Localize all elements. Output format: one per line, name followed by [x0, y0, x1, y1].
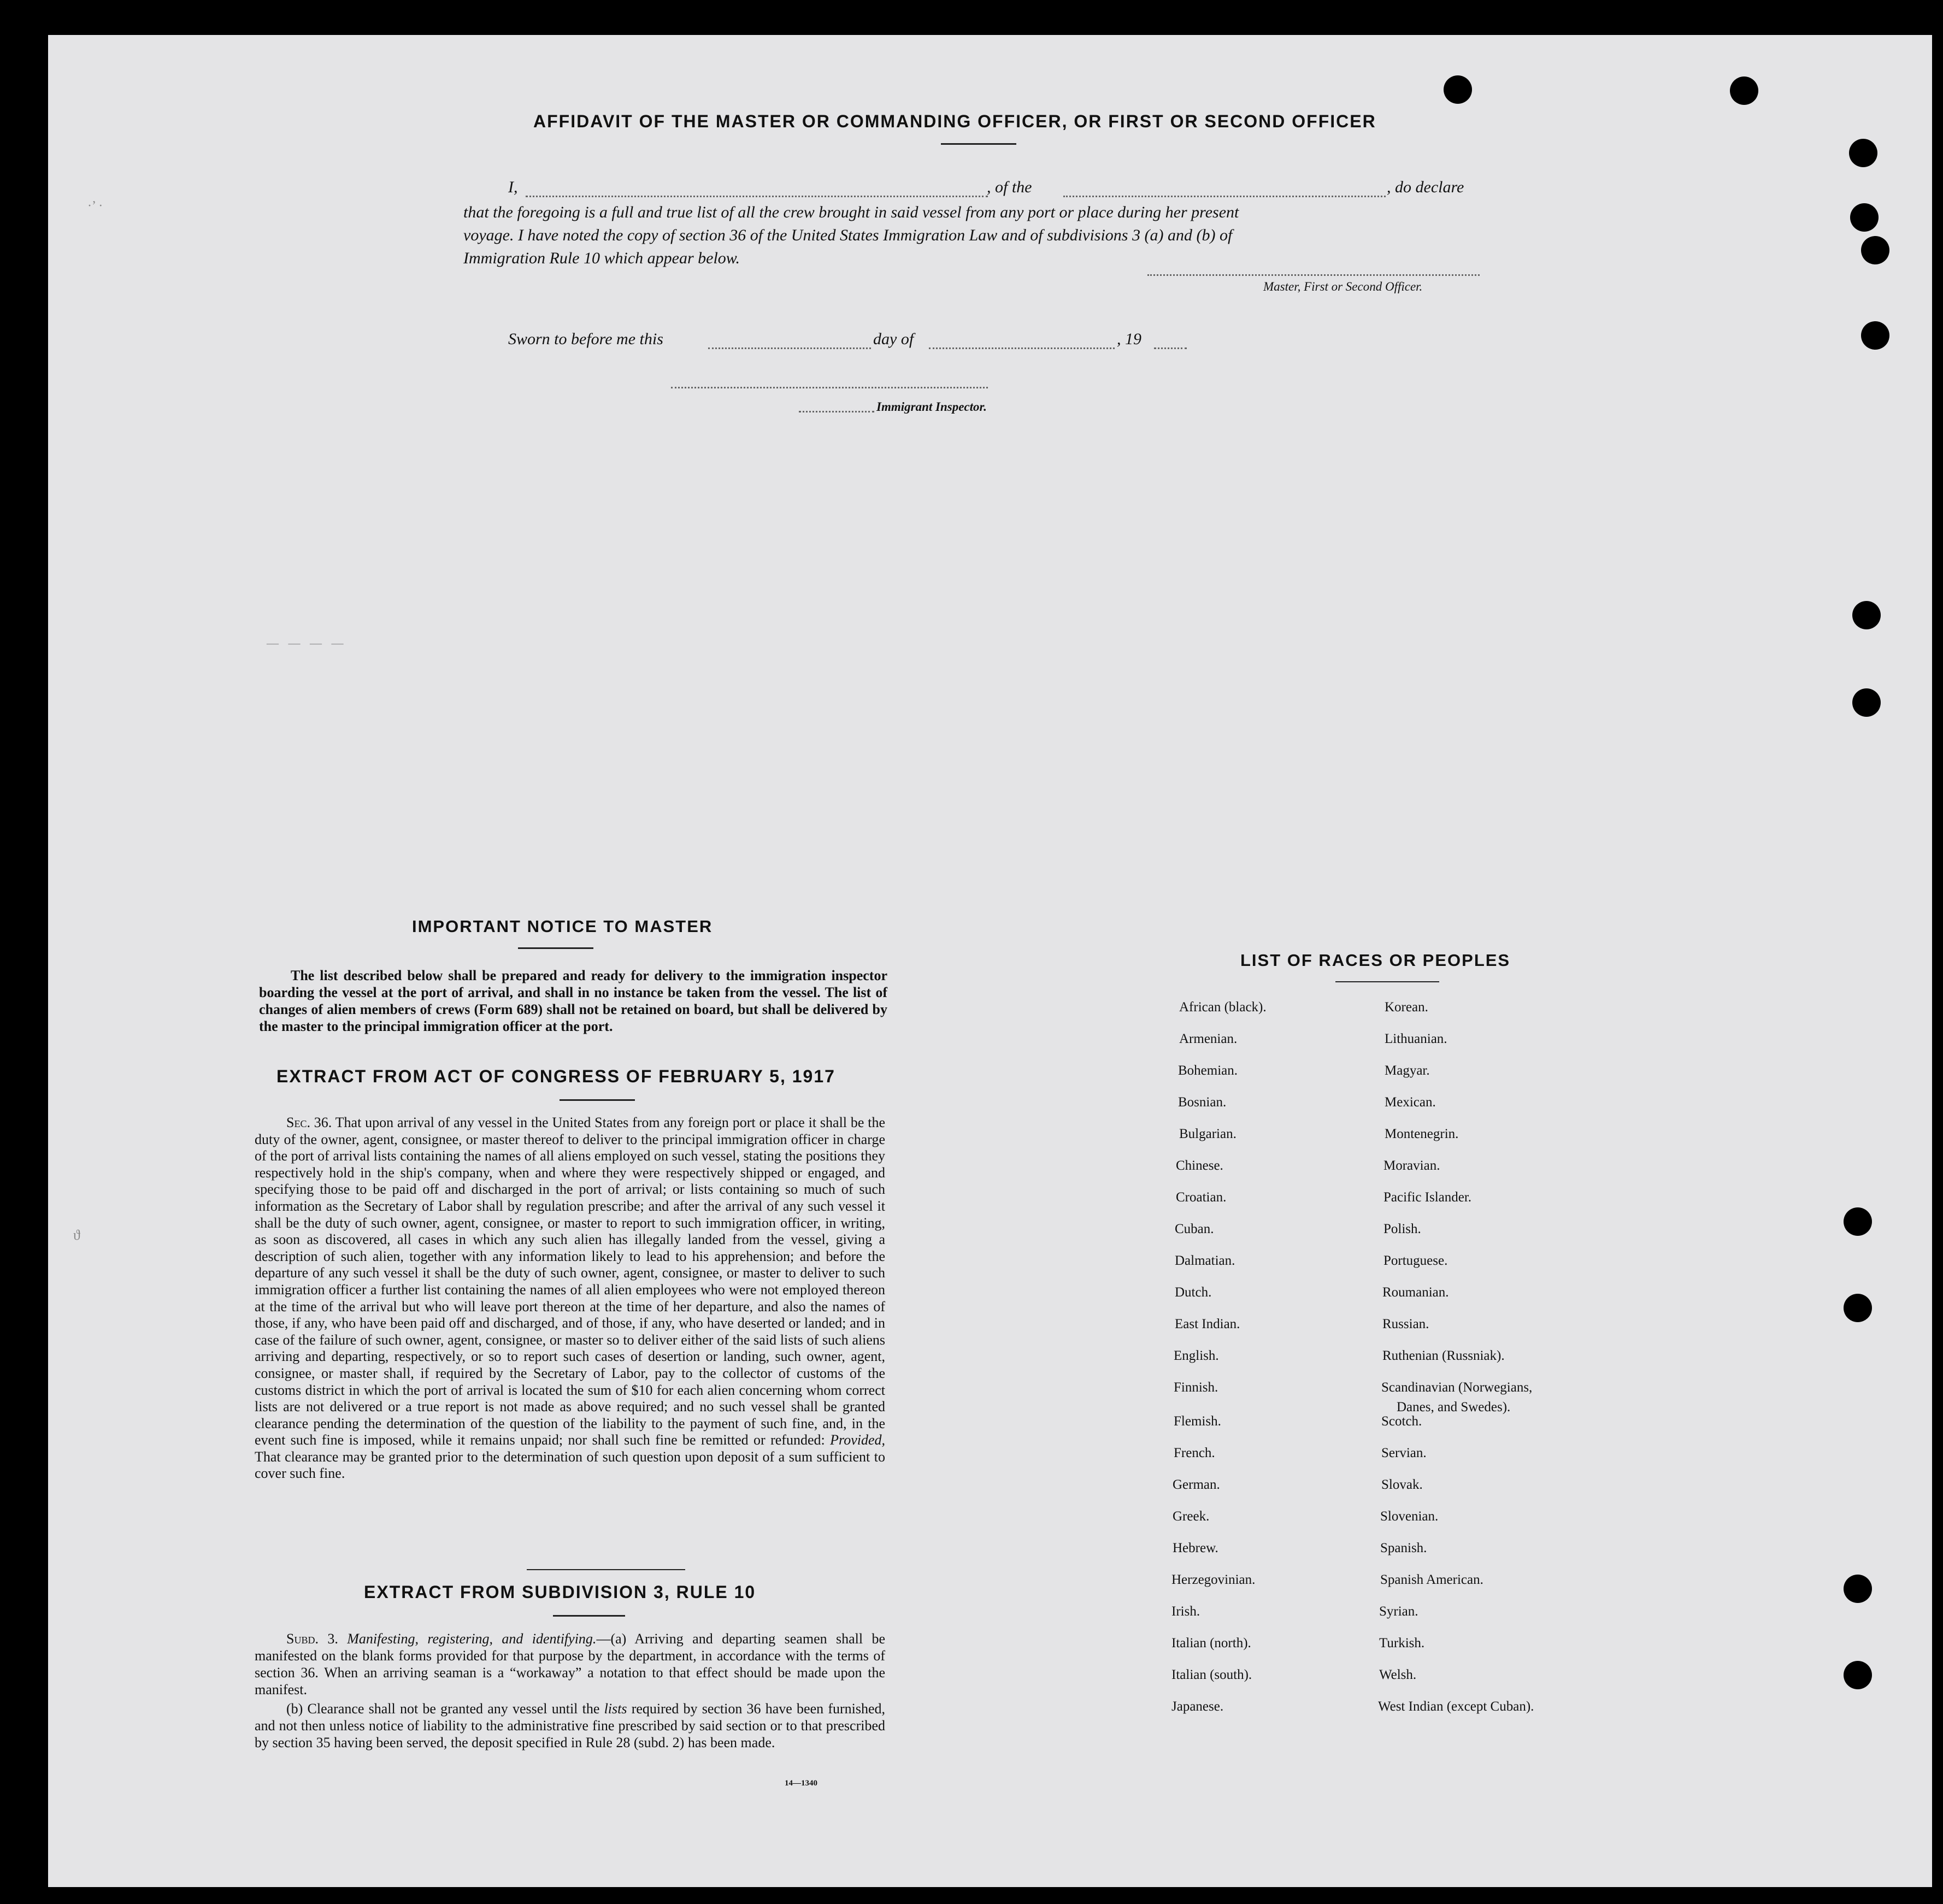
inspector-line-upper: [671, 387, 988, 388]
race-item: Italian (south).: [1171, 1667, 1252, 1682]
race-item: English.: [1174, 1348, 1219, 1363]
form-number: 14—1340: [785, 1779, 817, 1788]
affidavit-line-3: voyage. I have noted the copy of section 36 of the United States Immigration Law and of subdivisions 3 (a) and (b) of: [463, 226, 1233, 244]
punch-hole: [1861, 236, 1889, 264]
race-item: Spanish American.: [1380, 1572, 1483, 1587]
rule-para-b-lists: lists: [604, 1701, 627, 1717]
race-item: Polish.: [1383, 1222, 1421, 1236]
punch-hole: [1730, 76, 1758, 105]
race-item: Croatian.: [1176, 1190, 1227, 1205]
punch-hole: [1852, 688, 1881, 717]
affidavit-title: AFFIDAVIT OF THE MASTER OR COMMANDING OFFICER, OR FIRST OR SECOND OFFICER: [533, 111, 1376, 131]
race-item: Dutch.: [1175, 1285, 1212, 1300]
title-rule: [941, 143, 1016, 145]
race-item: Herzegovinian.: [1171, 1572, 1256, 1587]
race-item: Bohemian.: [1178, 1063, 1238, 1078]
rule-subd-title: Manifesting, registering, and identifying.: [347, 1631, 597, 1647]
vessel-name-line: [1063, 196, 1386, 197]
of-the-label: , of the: [987, 178, 1032, 196]
race-item: Korean.: [1385, 1000, 1428, 1015]
notice-body: The list described below shall be prepared and ready for delivery to the immigration inspector boarding the vessel at the port of arrival, and shall in no instance be taken from the vessel. The list of changes of alien members of crews (Form 689) shall not be retained on board, but shall be delivered by the master to the principal immigration officer at the port.: [259, 968, 887, 1034]
race-item: Ruthenian (Russniak).: [1382, 1348, 1505, 1363]
document-page: [48, 35, 1932, 1887]
punch-hole: [1844, 1661, 1872, 1689]
sworn-day-line: [708, 347, 871, 349]
race-item: Slovak.: [1381, 1477, 1423, 1492]
race-item: Slovenian.: [1380, 1509, 1439, 1524]
race-item: Servian.: [1381, 1446, 1427, 1460]
race-item: Flemish.: [1174, 1414, 1221, 1429]
notice-title: IMPORTANT NOTICE TO MASTER: [412, 917, 713, 936]
margin-mark: ·’ ·: [87, 199, 103, 213]
race-item: German.: [1173, 1477, 1220, 1492]
sworn-year-line: [1154, 347, 1187, 349]
races-title: LIST OF RACES OR PEOPLES: [1240, 951, 1511, 970]
punch-hole: [1852, 601, 1881, 629]
race-item: Moravian.: [1383, 1158, 1440, 1173]
race-item: African (black).: [1179, 1000, 1267, 1015]
race-item: Montenegrin.: [1385, 1127, 1459, 1141]
race-item: Japanese.: [1171, 1699, 1224, 1714]
race-item: Lithuanian.: [1385, 1031, 1447, 1046]
race-item: Finnish.: [1174, 1380, 1218, 1395]
act-section-label: Sec. 36.: [286, 1115, 332, 1130]
punch-hole: [1844, 1207, 1872, 1236]
act-rule: [560, 1099, 635, 1101]
races-rule: [1335, 981, 1439, 982]
rule-title-rule: [553, 1615, 625, 1617]
race-item: West Indian (except Cuban).: [1378, 1699, 1534, 1714]
notice-rule: [518, 947, 593, 949]
race-item: Cuban.: [1175, 1222, 1214, 1236]
act-end-rule: [527, 1569, 685, 1570]
inspector-label: Immigrant Inspector.: [876, 400, 987, 414]
race-item: Welsh.: [1379, 1667, 1417, 1682]
race-item: Greek.: [1173, 1509, 1210, 1524]
day-of-label: day of: [873, 330, 914, 348]
act-provided-label: Provided,: [830, 1432, 885, 1448]
margin-mark: — — — —: [267, 636, 347, 650]
rule-para-b: [255, 1700, 885, 1751]
affidavit-line-4: Immigration Rule 10 which appear below.: [463, 249, 740, 267]
race-item: Pacific Islander.: [1383, 1190, 1472, 1205]
act-section-text: That upon arrival of any vessel in the United States from any foreign port or place it shall be the duty of the owner, agent, consignee, or master thereof to deliver to the principal immigration officer in charge of the port of arrival lists containing the names of all aliens employed on such vessel, stating the positions they respectively hold in the ship's company, when and where they were respectively shipped or engaged, and specifying those to be paid off and discharged in the port of arrival; or lists containing so much of such information as the Secretary of Labor shall by regulation prescribe; and after the arrival of any such vessel it shall be the duty of such owner, agent, consignee, or master to report to such immigration officer, in writing, as soon as discovered, all cases in which any such alien has illegally landed from the vessel, giving a description of such alien, together with any information likely to lead to his apprehension; and before the departure of any such vessel it shall be the duty of such owner, agent, consignee, or master to deliver to such immigration officer a further list containing the names of all alien employees who were not employed thereon at the time of the arrival but who will leave port thereon at the time of her departure, and also the names of those, if any, who have been paid off and discharged, and of those, if any, who have deserted or landed; and in case of the failure of such owner, agent, consignee, or master so to deliver either of the said lists of such aliens arriving and departing, respectively, or so to report such cases of desertion or landing, such owner, agent, consignee, or master shall, if required by the Secretary of Labor, pay to the collector of customs of the customs district in which the port of arrival is located the sum of $10 for each alien concerning whom correct lists are not delivered or a true report is not made as above required; and no such vessel shall be granted clearance pending the determination of the question of the liability to the payment of such fine, and, in the event such fine is imposed, while it remains unpaid; nor shall such fine be remitted or refunded:: [255, 1115, 886, 1448]
race-item: Bulgarian.: [1179, 1127, 1237, 1141]
punch-hole: [1844, 1575, 1872, 1603]
race-item: Scotch.: [1381, 1414, 1422, 1429]
act-title: EXTRACT FROM ACT OF CONGRESS OF FEBRUARY 5, 1917: [276, 1066, 835, 1086]
race-item: Magyar.: [1385, 1063, 1430, 1078]
year-label: , 19: [1117, 330, 1141, 348]
race-item: Spanish.: [1380, 1541, 1427, 1555]
act-section-end: That clearance may be granted prior to the determination of such question upon deposit of a sum sufficient to cover such fine.: [255, 1448, 885, 1482]
master-signature-line: [1147, 274, 1480, 276]
punch-hole: [1861, 321, 1889, 350]
race-item: French.: [1174, 1446, 1215, 1460]
rule-subd-label: Subd. 3.: [286, 1631, 338, 1647]
sworn-month-line: [929, 347, 1115, 349]
inspector-line: [799, 411, 874, 412]
race-item: Bosnian.: [1178, 1095, 1227, 1110]
race-item: Italian (north).: [1171, 1636, 1251, 1650]
punch-hole: [1844, 1294, 1872, 1322]
punch-hole: [1849, 139, 1877, 167]
race-continuation: Danes, and Swedes).: [1397, 1400, 1511, 1414]
do-declare-label: , do declare: [1387, 178, 1464, 196]
rule-para-b-end: required by section 36 have been furnished, and not then unless notice of liability to the administrative fine prescribed by said section or to that prescribed by section 35 having been served, the deposit specified in Rule 28 (subd. 2) has been made.: [255, 1701, 886, 1750]
race-item: Russian.: [1382, 1317, 1429, 1331]
affiant-label: I,: [508, 178, 518, 196]
affidavit-line-2: that the foregoing is a full and true list of all the crew brought in said vessel from any port or place during her present: [463, 203, 1239, 221]
race-item: Armenian.: [1179, 1031, 1238, 1046]
rule-para-a: [255, 1630, 885, 1698]
rule-para-b-start: (b) Clearance shall not be granted any vessel until the: [286, 1701, 600, 1717]
race-item: Scandinavian (Norwegians,: [1381, 1380, 1533, 1395]
rule-title: EXTRACT FROM SUBDIVISION 3, RULE 10: [364, 1582, 756, 1602]
margin-mark: ϑ: [73, 1227, 80, 1243]
race-item: Mexican.: [1385, 1095, 1436, 1110]
race-item: Dalmatian.: [1175, 1253, 1235, 1268]
punch-hole: [1850, 203, 1879, 232]
race-item: Portuguese.: [1383, 1253, 1448, 1268]
rule-para-a-text: —(a) Arriving and departing seamen shall be manifested on the blank forms provided for that purpose by the department, in accordance with the terms of section 36. When an arriving seaman is a “workaway” a notation to that effect should be made upon the manifest.: [255, 1631, 886, 1697]
master-signature-label: Master, First or Second Officer.: [1263, 280, 1423, 293]
sworn-label: Sworn to before me this: [508, 330, 663, 348]
race-item: Irish.: [1171, 1604, 1200, 1619]
act-body: [255, 1115, 885, 1482]
race-item: Turkish.: [1379, 1636, 1425, 1650]
punch-hole: [1444, 75, 1472, 104]
race-item: Hebrew.: [1173, 1541, 1218, 1555]
race-item: Syrian.: [1379, 1604, 1418, 1619]
race-item: Roumanian.: [1382, 1285, 1449, 1300]
affiant-name-line: [526, 196, 988, 197]
race-item: Chinese.: [1176, 1158, 1223, 1173]
race-item: East Indian.: [1175, 1317, 1240, 1331]
